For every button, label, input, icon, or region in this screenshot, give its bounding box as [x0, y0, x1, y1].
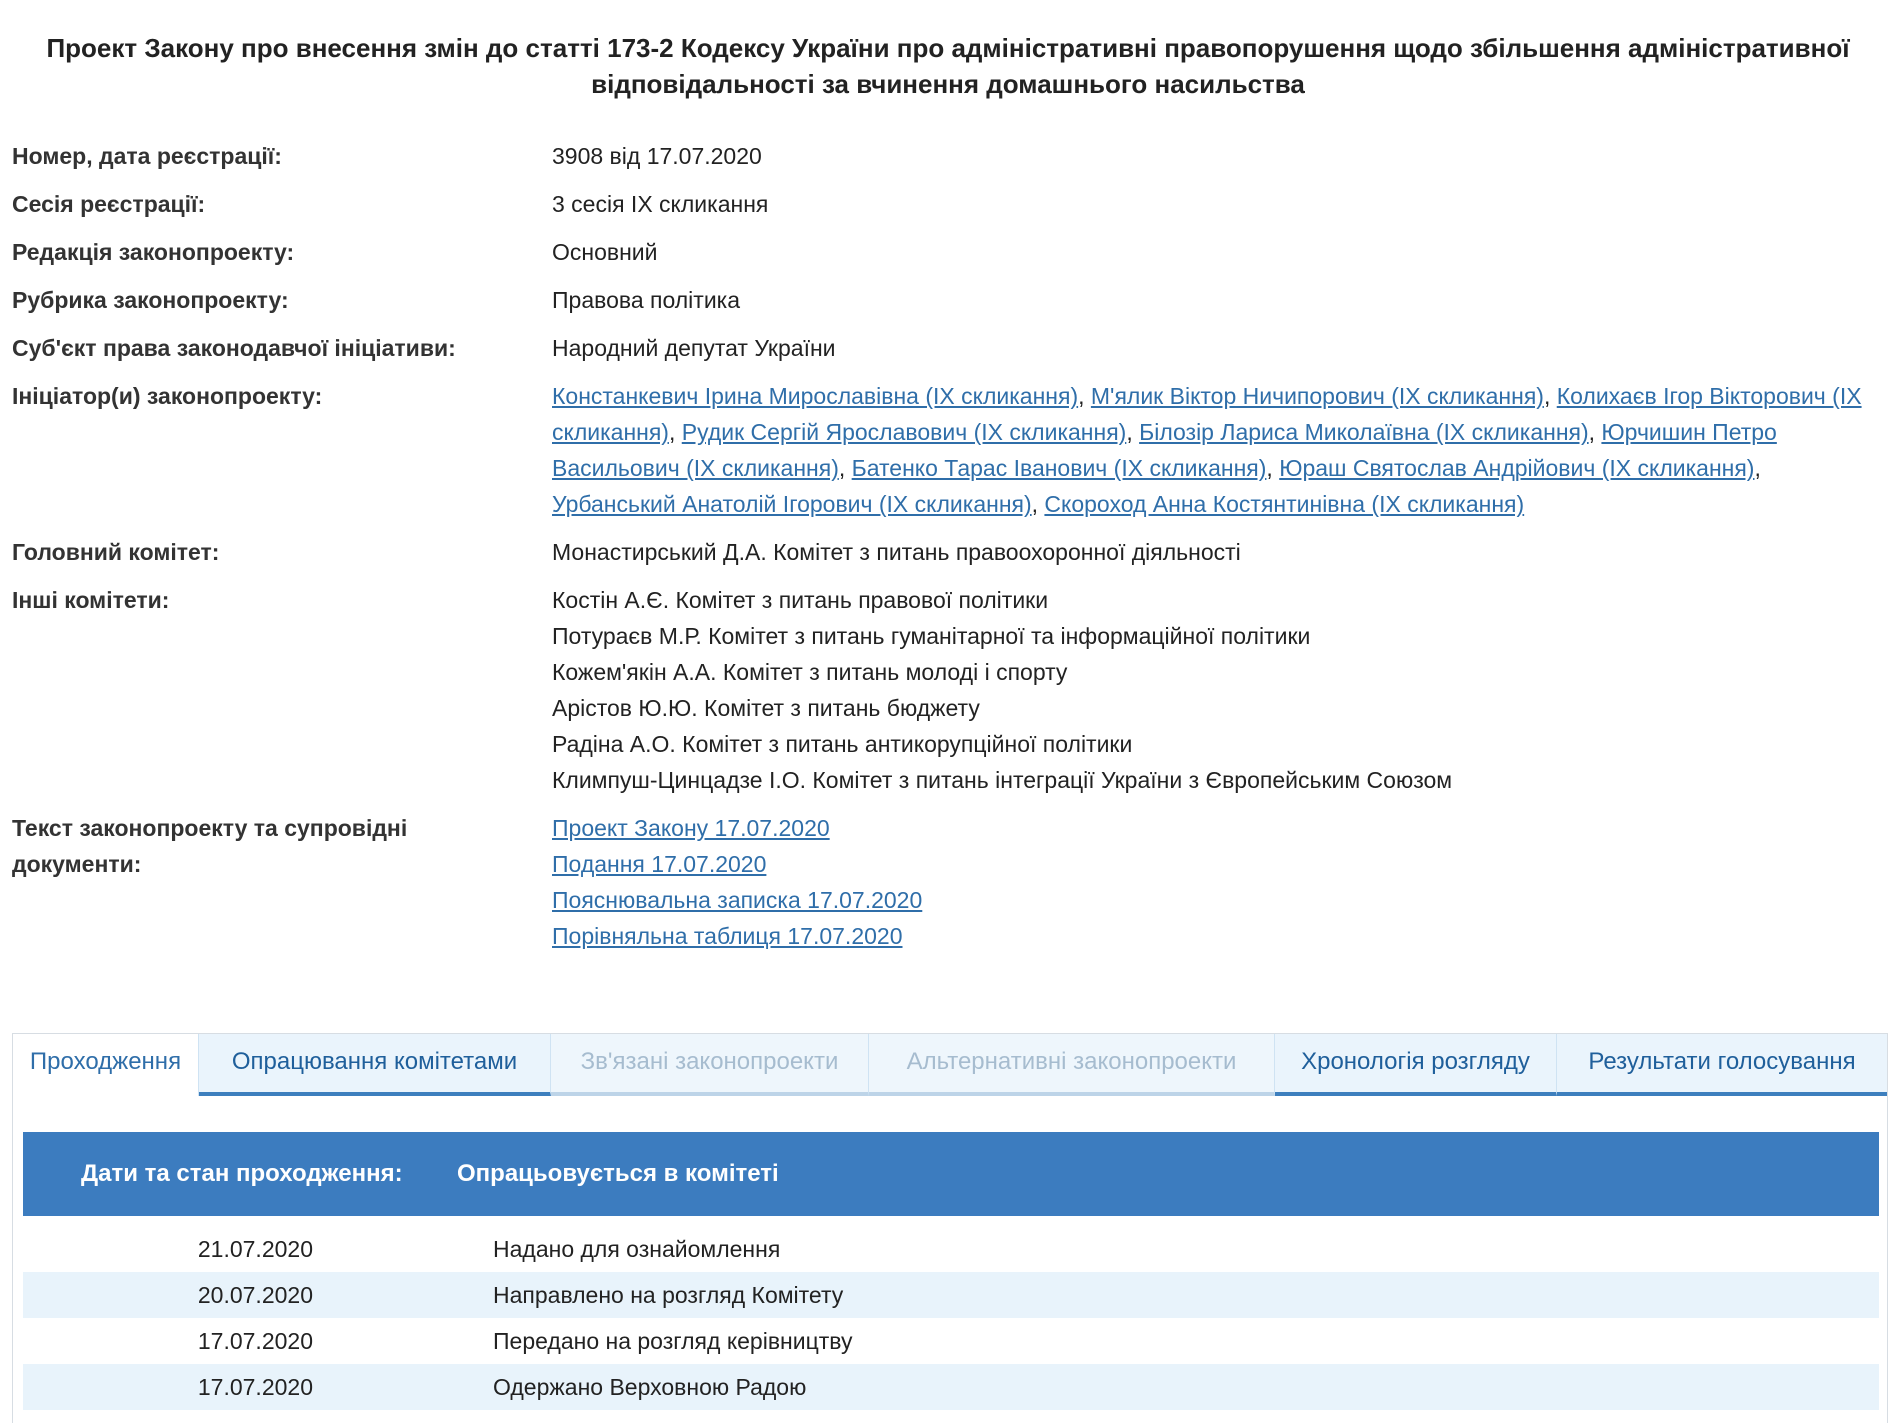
tab-passage[interactable]: Проходження — [13, 1034, 199, 1096]
row-date: 17.07.2020 — [197, 1373, 313, 1400]
tab-chronology[interactable]: Хронологія розгляду — [1275, 1034, 1557, 1096]
initiator-link[interactable]: Білозір Лариса Миколаївна (IX скликання) — [1139, 419, 1589, 445]
initiators-list: Констанкевич Ірина Мирославівна (IX скликання), М'ялик Віктор Ничипорович (IX скликання), Колихаєв Ігор Вікторович (IX скликання), Рудик Сергій Ярославович (IX скликання), Білозір Лариса Миколаївна (IX скликання), Юрчишин Петро Васильович (IX скликання), Батенко Тарас Іванович (IX скликання), Юраш Святослав Андрійович (IX скликання), Урбанський Анатолій Ігорович (IX скликання), Скороход Анна Костянтинівна (IX скликання) — [552, 383, 1862, 517]
initiator-link[interactable]: Юрчишин Петро Васильович (IX скликання) — [552, 419, 1777, 481]
committee-item: Радіна А.О. Комітет з питань антикорупційної політики — [552, 731, 1133, 757]
document-link[interactable]: Пояснювальна записка 17.07.2020 — [552, 887, 923, 913]
initiator-link[interactable]: Рудик Сергій Ярославович (IX скликання) — [681, 419, 1127, 445]
document-link[interactable]: Порівняльна таблиця 17.07.2020 — [552, 923, 903, 949]
subject-value: Народний депутат України — [552, 335, 836, 361]
document-link[interactable]: Проект Закону 17.07.2020 — [552, 815, 830, 841]
info-row-subject — [12, 330, 1882, 366]
info-row-edition — [12, 234, 1882, 270]
subject-label: Суб'єкт права законодавчої ініціативи: — [12, 335, 456, 361]
registration-label: Номер, дата реєстрації: — [12, 143, 282, 169]
initiator-link[interactable]: Юраш Святослав Андрійович (IX скликання) — [1279, 455, 1755, 481]
tab-bar — [13, 1034, 1887, 1096]
main-committee-label: Головний комітет: — [12, 539, 220, 565]
initiator-link[interactable]: Колихаєв Ігор Вікторович (IX скликання) — [552, 383, 1862, 445]
bill-info — [12, 138, 1882, 966]
initiator-link[interactable]: Батенко Тарас Іванович (IX скликання) — [851, 455, 1267, 481]
table-header — [23, 1132, 1879, 1216]
row-status: Одержано Верховною Радою — [493, 1373, 807, 1400]
committee-item: Потураєв М.Р. Комітет з питань гуманітарної та інформаційної політики — [552, 623, 1311, 649]
table-row — [23, 1318, 1879, 1364]
row-status: Надано для ознайомлення — [493, 1235, 781, 1262]
other-committees-label: Інші комітети: — [12, 587, 170, 613]
initiator-link[interactable]: Скороход Анна Костянтинівна (IX скликання) — [1044, 491, 1525, 517]
main-committee-value: Монастирський Д.А. Комітет з питань правоохоронної діяльності — [552, 539, 1241, 565]
rubric-value: Правова політика — [552, 287, 741, 313]
table-row — [23, 1226, 1879, 1272]
documents-label: Текст законопроекту та супровідні документи: — [12, 815, 408, 877]
documents-list — [552, 810, 1882, 954]
initiators-label: Ініціатор(и) законопроекту: — [12, 383, 323, 409]
row-status: Направлено на розгляд Комітету — [493, 1281, 844, 1308]
info-row-main-committee — [12, 534, 1882, 570]
registration-value: 3908 від 17.07.2020 — [552, 143, 762, 169]
session-label: Сесія реєстрації: — [12, 191, 206, 217]
info-row-session — [12, 186, 1882, 222]
other-committees-list — [552, 582, 1882, 798]
info-row-initiators — [12, 378, 1882, 522]
rubric-label: Рубрика законопроекту: — [12, 287, 289, 313]
info-row-documents — [12, 810, 1882, 954]
header-dates: Дати та стан проходження: — [81, 1160, 403, 1187]
edition-label: Редакція законопроекту: — [12, 239, 295, 265]
table-body — [23, 1226, 1879, 1410]
row-date: 21.07.2020 — [197, 1235, 313, 1262]
tab-voting-results[interactable]: Результати голосування — [1557, 1034, 1887, 1096]
initiator-link[interactable]: М'ялик Віктор Ничипорович (IX скликання) — [1090, 383, 1544, 409]
header-status: Опрацьовується в комітеті — [457, 1160, 779, 1187]
passage-table — [23, 1132, 1879, 1410]
info-row-registration — [12, 138, 1882, 174]
committee-item: Костін А.Є. Комітет з питань правової політики — [552, 587, 1049, 613]
document-link[interactable]: Подання 17.07.2020 — [552, 851, 767, 877]
committee-item: Арістов Ю.Ю. Комітет з питань бюджету — [552, 695, 980, 721]
tab-related-bills[interactable]: Зв'язані законопроекти — [551, 1034, 869, 1096]
committee-item: Кожем'якін А.А. Комітет з питань молоді і спорту — [552, 659, 1068, 685]
table-row — [23, 1364, 1879, 1410]
edition-value: Основний — [552, 239, 658, 265]
session-value: 3 сесія IX скликання — [552, 191, 769, 217]
initiator-link[interactable]: Констанкевич Ірина Мирославівна (IX скликання) — [552, 383, 1079, 409]
tab-committee-processing[interactable]: Опрацювання комітетами — [199, 1034, 551, 1096]
initiator-link[interactable]: Урбанський Анатолій Ігорович (IX скликання) — [552, 491, 1032, 517]
row-date: 17.07.2020 — [197, 1327, 313, 1354]
tabs-panel — [12, 1033, 1888, 1423]
table-row — [23, 1272, 1879, 1318]
row-status: Передано на розгляд керівництву — [493, 1327, 853, 1354]
info-row-rubric — [12, 282, 1882, 318]
page-title: Проект Закону про внесення змін до статті 173-2 Кодексу України про адміністративні правопорушення щодо збільшення адміністративної відповідальності за вчинення домашнього насильства — [46, 33, 1850, 99]
committee-item: Климпуш-Цинцадзе І.О. Комітет з питань інтеграції України з Європейським Союзом — [552, 767, 1453, 793]
row-date: 20.07.2020 — [197, 1281, 313, 1308]
info-row-other-committees — [12, 582, 1882, 798]
tab-alternative-bills[interactable]: Альтернативні законопроекти — [869, 1034, 1275, 1096]
